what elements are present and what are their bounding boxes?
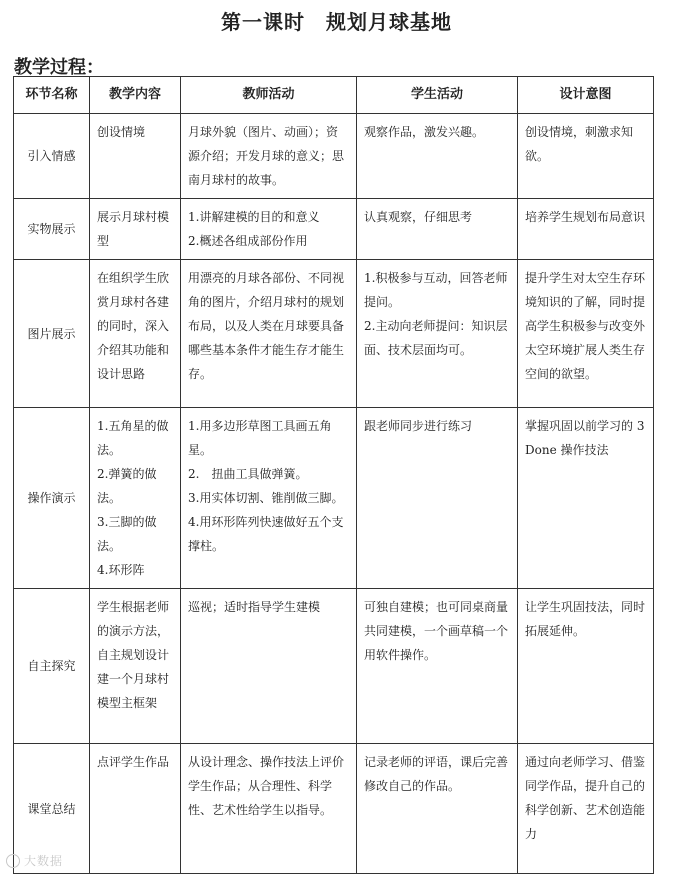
cell-line: 4.用环形阵列快速做好五个支撑柱。 [188,515,344,553]
cell-line: 创设情境 [97,125,146,139]
table-row [14,199,654,260]
cell-intent [518,260,654,408]
cell-line: 让学生巩固技法，同时拓展延伸。 [525,600,646,638]
cell-student [357,199,518,260]
header-student: 学生活动 [357,77,518,114]
cell-content [90,199,181,260]
cell-line: 可独自建模；也可同桌商量共同建模，一个画草稿一个用软件操作。 [364,600,509,662]
cell-line: 3.三脚的做法。 [97,515,157,553]
cell-stage: 实物展示 [14,199,90,260]
cell-stage: 自主探究 [14,589,90,744]
header-teacher: 教师活动 [181,77,357,114]
cell-line: 4.环形阵 [97,563,145,577]
cell-line: 从设计理念、操作技法上评价学生作品；从合理性、科学性、艺术性给学生以指导。 [188,755,345,817]
cell-teacher [181,260,357,408]
cell-content [90,744,181,874]
table-row [14,589,654,744]
cell-content [90,260,181,408]
cell-line: 1.积极参与互动，回答老师提问。 [364,271,508,309]
cell-line: 巡视；适时指导学生建模 [188,600,321,614]
cell-intent [518,114,654,199]
cell-line: 1.讲解建模的目的和意义 [188,210,320,224]
cell-line: 2.弹簧的做法。 [97,467,157,505]
lesson-plan-table [13,76,654,874]
cell-stage: 图片展示 [14,260,90,408]
header-stage: 环节名称 [14,77,90,114]
cell-line: 创设情境，刺激求知欲。 [525,125,634,163]
cell-stage: 引入情感 [14,114,90,199]
document-title: 第一课时 规划月球基地 [221,10,452,34]
cell-line: 掌握巩固以前学习的 3Done 操作技法 [525,419,645,457]
cell-student [357,408,518,589]
table-row [14,408,654,589]
cell-intent [518,199,654,260]
cell-line: 1.五角星的做法。 [97,419,169,457]
watermark [6,852,63,869]
table-row [14,114,654,199]
cell-student [357,260,518,408]
table-row [14,260,654,408]
watermark-text: 大数据 [24,854,64,868]
watermark-logo-icon [6,854,20,868]
cell-student [357,744,518,874]
cell-intent [518,408,654,589]
cell-content [90,114,181,199]
cell-teacher [181,589,357,744]
cell-line: 2.概述各组成部份作用 [188,234,308,248]
cell-line: 培养学生规划布局意识 [525,210,646,224]
cell-line: 2.主动向老师提问：知识层面、技术层面均可。 [364,319,508,357]
cell-line: 月球外貌（图片、动画）；资源介绍；开发月球的意义；思南月球村的故事。 [188,125,345,187]
cell-line: 用漂亮的月球各部份、不同视角的图片，介绍月球村的规划布局，以及人类在月球要具备哪些基本条件才能生存才能生存。 [188,271,345,381]
header-intent: 设计意图 [518,77,654,114]
cell-teacher [181,744,357,874]
cell-intent [518,744,654,874]
cell-teacher [181,114,357,199]
cell-student [357,589,518,744]
cell-student [357,114,518,199]
cell-line: 点评学生作品 [97,755,170,769]
cell-line: 记录老师的评语，课后完善修改自己的作品。 [364,755,509,793]
cell-teacher [181,408,357,589]
cell-line: 观察作品，激发兴趣。 [364,125,485,139]
cell-content [90,589,181,744]
cell-line: 在组织学生欣赏月球村各建的同时，深入介绍其功能和设计思路 [97,271,170,381]
cell-content [90,408,181,589]
cell-stage: 课堂总结 [14,744,90,874]
cell-line: 通过向老师学习、借鉴同学作品，提升自己的科学创新、艺术创造能力 [525,755,646,841]
cell-line: 跟老师同步进行练习 [364,419,473,433]
section-heading: 教学过程： [14,57,104,78]
header-content: 教学内容 [90,77,181,114]
cell-line: 展示月球村模型 [97,210,170,248]
table-row [14,744,654,874]
cell-line: 3.用实体切割、锥削做三脚。 [188,491,344,505]
cell-line: 提升学生对太空生存环境知识的了解，同时提高学生积极参与改变外太空环境扩展人类生存空间的欲望。 [525,271,646,381]
cell-line: 2. 扭曲工具做弹簧。 [188,467,308,481]
cell-line: 1.用多边形草图工具画五角星。 [188,419,332,457]
cell-line: 学生根据老师的演示方法，自主规划设计建一个月球村模型主框架 [97,600,170,710]
table-header-row [14,77,654,114]
cell-stage: 操作演示 [14,408,90,589]
cell-line: 认真观察，仔细思考 [364,210,473,224]
cell-teacher [181,199,357,260]
cell-intent [518,589,654,744]
